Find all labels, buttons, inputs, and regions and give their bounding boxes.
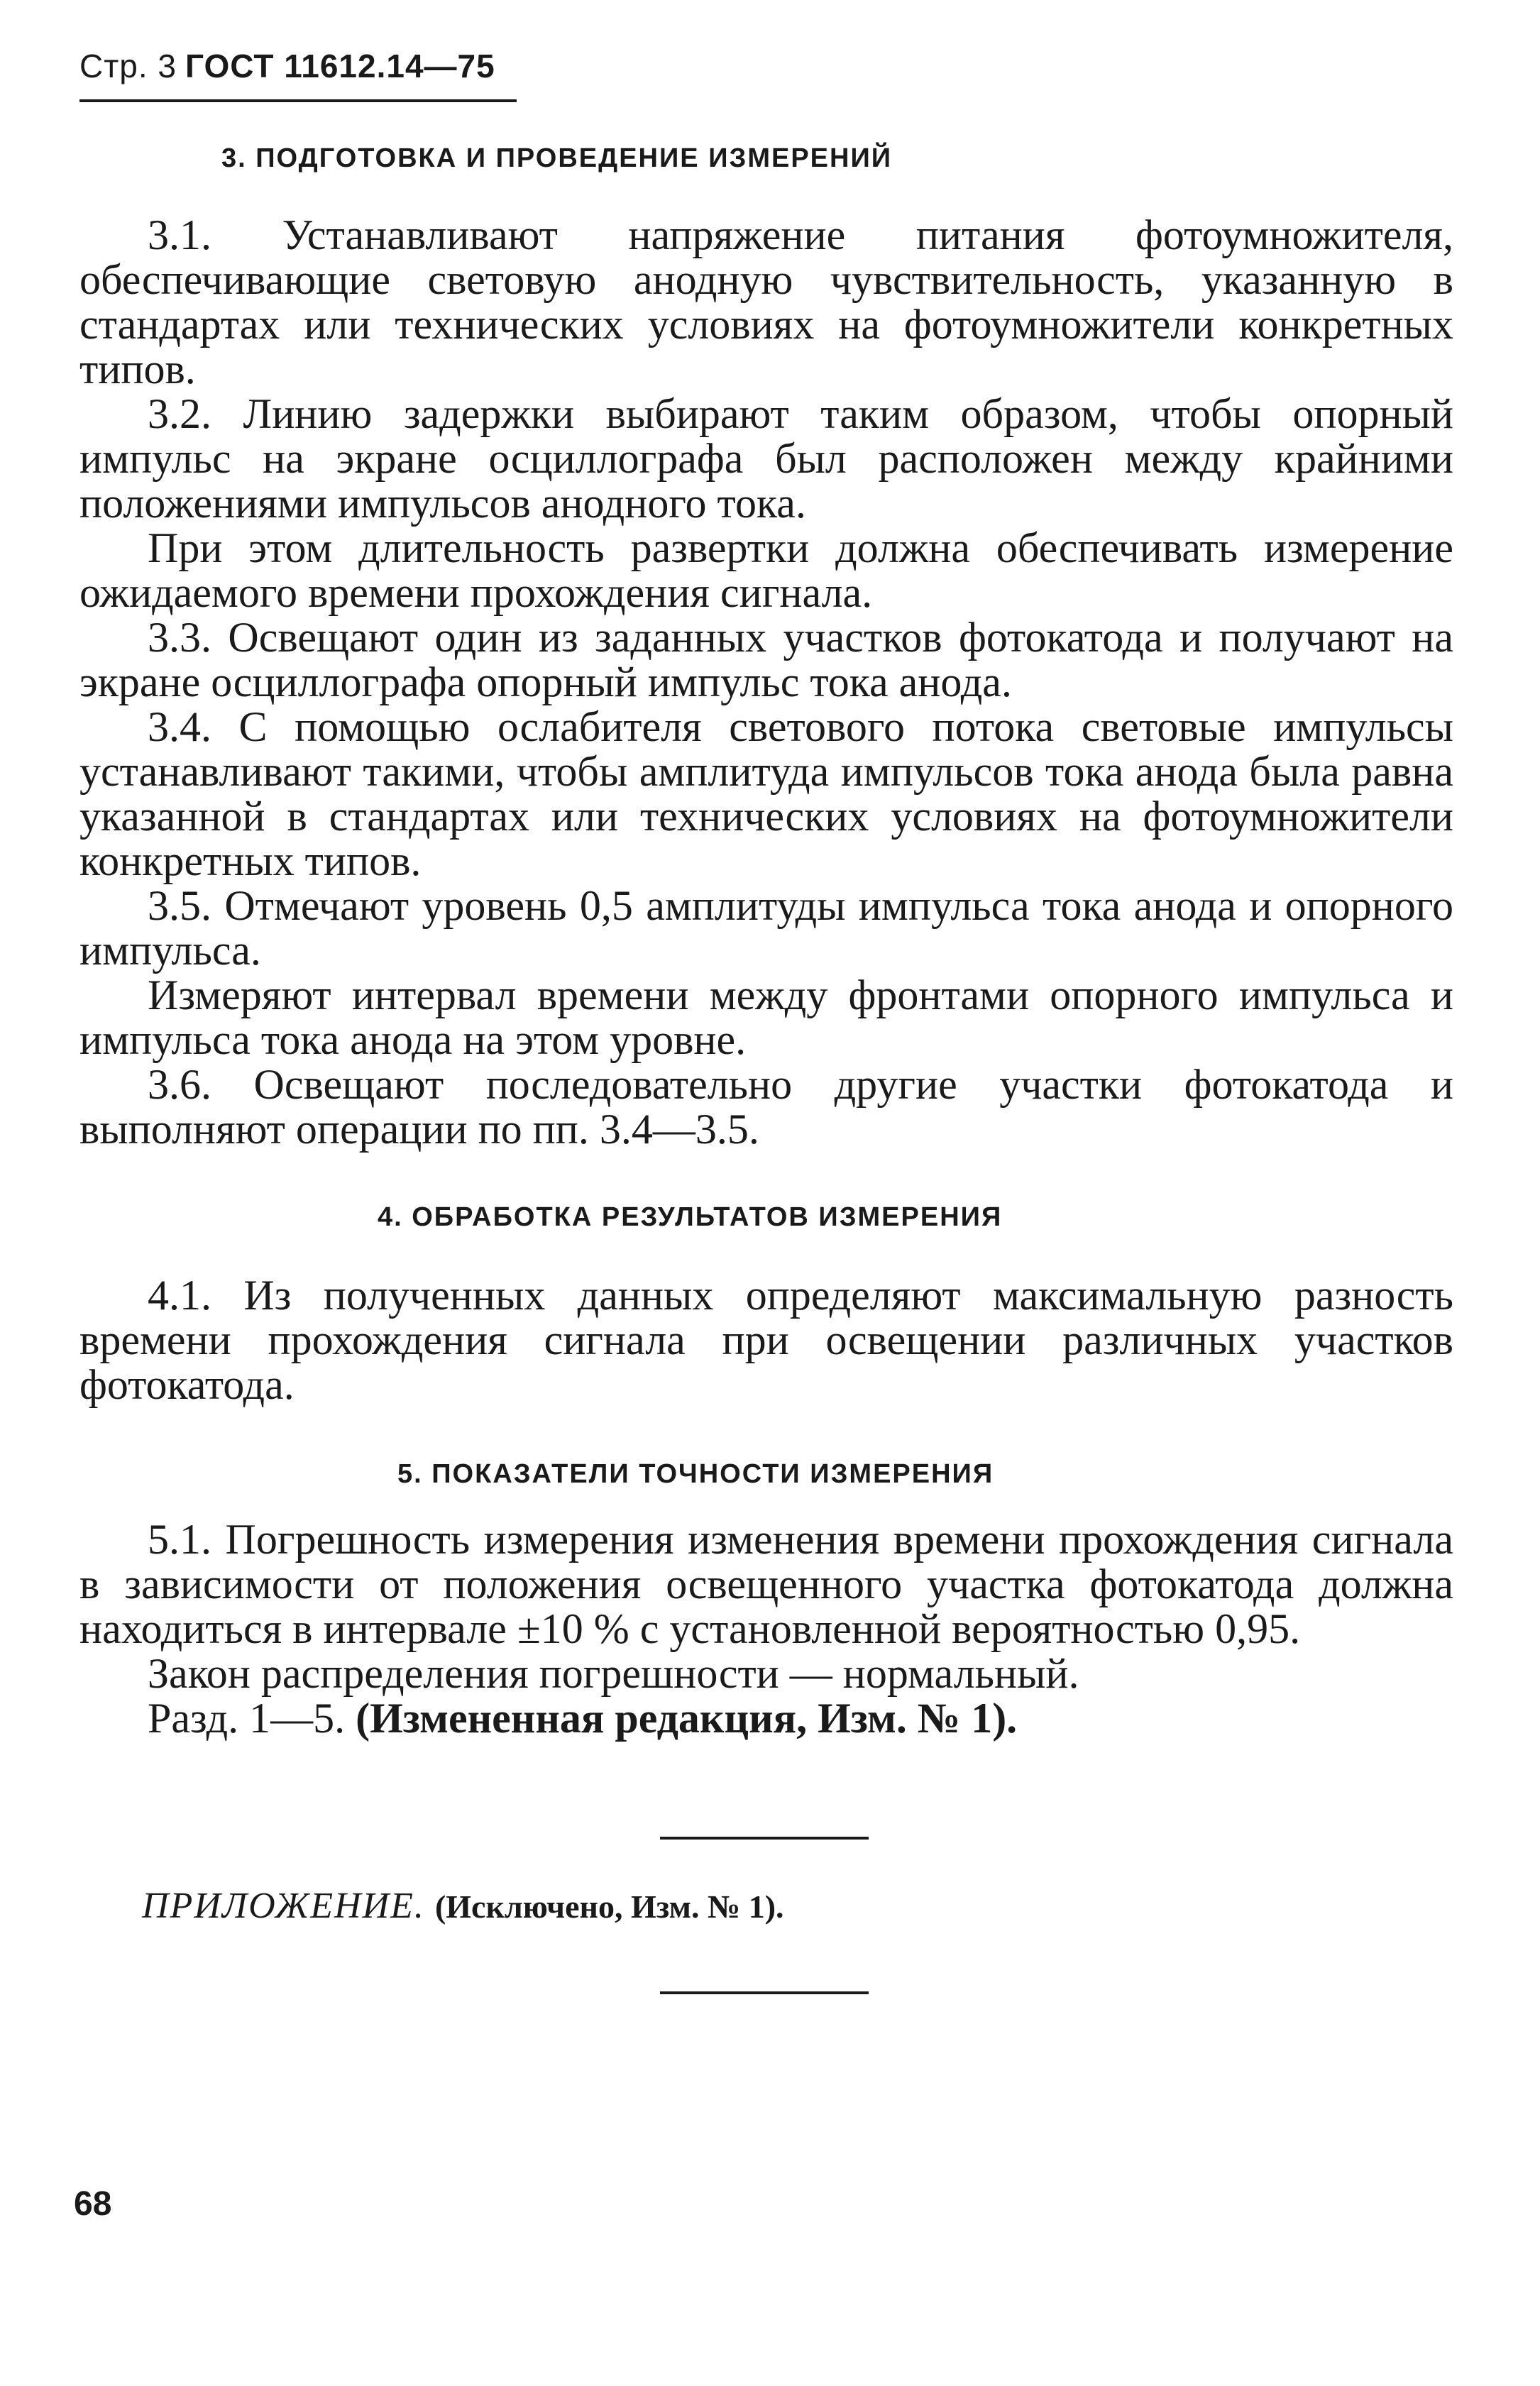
amendment-note: (Измененная редакция, Изм. № 1). bbox=[356, 1695, 1018, 1742]
paragraph-5-1-note: Закон распределения погрешности — нормальный. bbox=[148, 1650, 1079, 1697]
paragraph-3-1: 3.1. Устанавливают напряжение питания фотоумножителя, обеспечивающие световую анодную чувствительность, указанную в стандартах или технических условиях на фотоумножители конкретных типов. bbox=[79, 211, 1453, 392]
standard-number: ГОСТ 11612.14—75 bbox=[185, 48, 495, 84]
amendment-prefix: Разд. 1—5. bbox=[148, 1695, 356, 1742]
header-rule bbox=[79, 99, 517, 102]
paragraph-3-2-note: При этом длительность развертки должна обеспечивать измерение ожидаемого времени прохождения сигнала. bbox=[79, 524, 1453, 616]
paragraph-3-3: 3.3. Освещают один из заданных участков фотокатода и получают на экране осциллографа опорный импульс тока анода. bbox=[79, 614, 1453, 705]
page-number: 68 bbox=[74, 2185, 112, 2223]
separator-rule-bottom bbox=[660, 1991, 869, 1994]
section-5-title: 5. ПОКАЗАТЕЛИ ТОЧНОСТИ ИЗМЕРЕНИЯ bbox=[397, 1459, 994, 1489]
paragraph-4-1: 4.1. Из полученных данных определяют максимальную разность времени прохождения сигнала при освещении различных участков фотокатода. bbox=[79, 1272, 1453, 1408]
running-header bbox=[79, 47, 495, 85]
paragraph-3-5: 3.5. Отмечают уровень 0,5 амплитуды импульса тока анода и опорного импульса. bbox=[79, 882, 1453, 974]
paragraph-5-1: 5.1. Погрешность измерения изменения времени прохождения сигнала в зависимости от положения освещенного участка фотокатода должна находиться в интервале ±10 % с установленной вероятностью 0,95. bbox=[79, 1516, 1453, 1652]
paragraph-3-6: 3.6. Освещают последовательно другие участки фотокатода и выполняют операции по пп. 3.4—3.5. bbox=[79, 1061, 1453, 1153]
paragraph-3-4: 3.4. С помощью ослабителя светового потока световые импульсы устанавливают такими, чтобы амплитуда импульсов тока анода была равна указанной в стандартах или технических условиях на фотоумножители конкретных типов. bbox=[79, 703, 1453, 884]
appendix-line bbox=[142, 1885, 784, 1927]
section-4-body bbox=[79, 1273, 1453, 1407]
section-3-body bbox=[79, 213, 1453, 1152]
section-5-body bbox=[79, 1517, 1453, 1741]
separator-rule-top bbox=[660, 1837, 869, 1840]
paragraph-3-2: 3.2. Линию задержки выбирают таким образом, чтобы опорный импульс на экране осциллографа был расположен между крайними положениями импульсов анодного тока. bbox=[79, 390, 1453, 527]
section-4-title: 4. ОБРАБОТКА РЕЗУЛЬТАТОВ ИЗМЕРЕНИЯ bbox=[378, 1202, 1003, 1232]
amendment-line bbox=[79, 1696, 1453, 1741]
appendix-label: ПРИЛОЖЕНИЕ. bbox=[142, 1886, 425, 1926]
page-label: Стр. 3 bbox=[79, 48, 177, 84]
appendix-note: (Исключено, Изм. № 1). bbox=[434, 1889, 784, 1925]
paragraph-3-5-note: Измеряют интервал времени между фронтами опорного импульса и импульса тока анода на этом уровне. bbox=[79, 972, 1453, 1063]
section-3-title: 3. ПОДГОТОВКА И ПРОВЕДЕНИЕ ИЗМЕРЕНИЙ bbox=[221, 143, 893, 173]
